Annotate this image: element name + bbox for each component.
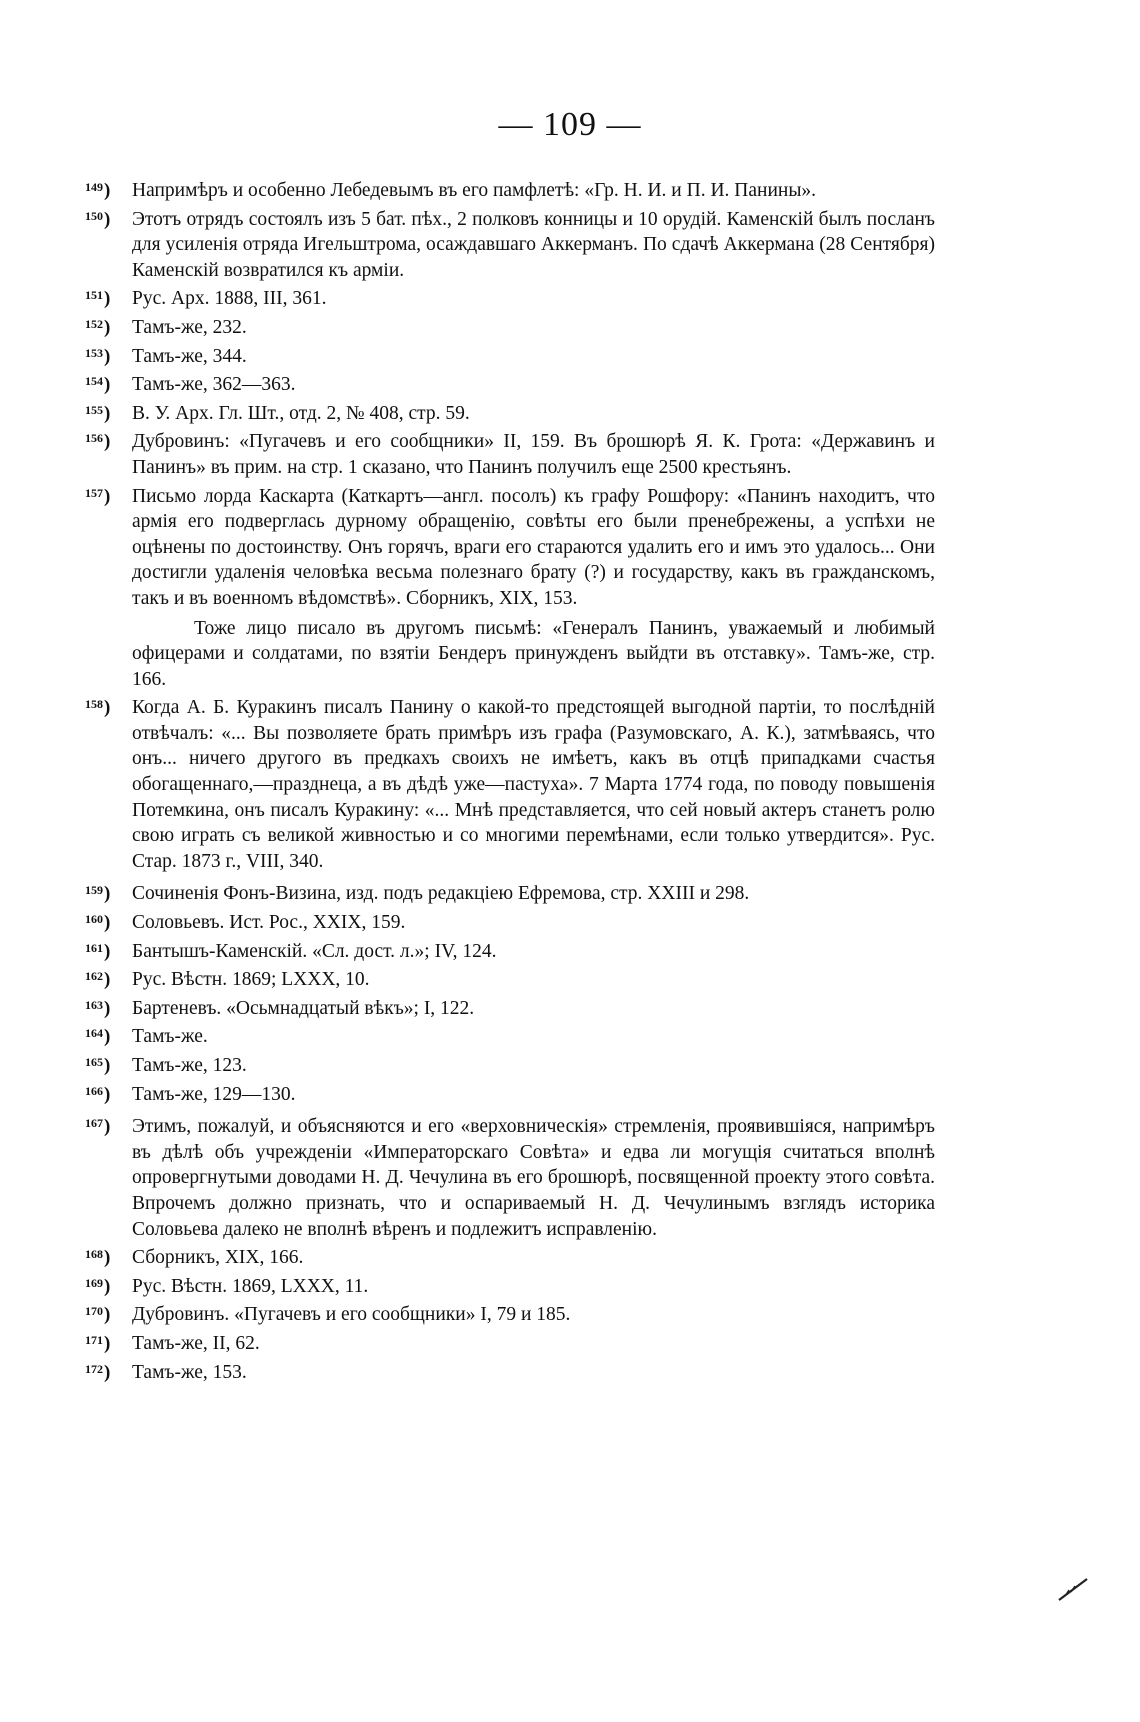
footnote-text: Рус. Вѣстн. 1869; LXXX, 10. bbox=[132, 969, 370, 991]
footnote bbox=[85, 207, 935, 284]
footnote-text: Сочиненія Фонъ-Визина, изд. подъ редакціею Ефремова, стр. XXIII и 298. bbox=[132, 883, 750, 905]
footnote-text: Тамъ-же. bbox=[132, 1026, 208, 1048]
footnote-number: 165 ) bbox=[85, 1048, 110, 1076]
footnote-text: Сборникъ, XIX, 166. bbox=[132, 1247, 304, 1269]
page-number: — 109 — bbox=[498, 106, 642, 143]
footnote-number: 160 ) bbox=[85, 905, 110, 933]
footnote-text: Когда А. Б. Куракинъ писалъ Панину о какой-то предстоящей выгодной партіи, то послѣдній отвѣчалъ: «... Вы позволяете брать примѣръ изъ графа (Разумовскаго, А. К.), затмѣваясь, что онъ... ничего другого въ предкахъ своихъ не имѣетъ, какъ въ отцѣ припадками счастья обогащеннаго,—празднеца, а въ дѣдѣ уже—пастуха». 7 Марта 1774 года, по поводу повышенія Потемкина, онъ писалъ Куракину: «... Мнѣ представляется, что сей новый актеръ станетъ ролю свою играть съ великой живностью и со многими перемѣнами, если только утвердится». Рус. Стар. 1873 г., VIII, 340. bbox=[132, 697, 935, 872]
footnote bbox=[85, 939, 935, 965]
footnote bbox=[85, 286, 935, 312]
footnote-number: 157 ) bbox=[85, 479, 110, 507]
footnote-number: 155 ) bbox=[85, 396, 110, 424]
footnote-number: 150 ) bbox=[85, 202, 110, 230]
footnote-number: 170 ) bbox=[85, 1297, 110, 1325]
footnote-text: Дубровинъ. «Пугачевъ и его сообщники» I, 79 и 185. bbox=[132, 1304, 571, 1326]
footnote-text: Тамъ-же, 129—130. bbox=[132, 1083, 296, 1105]
footnote bbox=[85, 484, 935, 693]
footnote-number: 154 ) bbox=[85, 367, 110, 395]
footnote bbox=[85, 881, 935, 907]
footnote-number: 171 ) bbox=[85, 1326, 110, 1354]
footnote-number: 151 ) bbox=[85, 281, 110, 309]
footnote-text: Тамъ-же, 232. bbox=[132, 316, 247, 338]
footnote-number: 159 ) bbox=[85, 876, 110, 904]
footnote bbox=[85, 695, 935, 874]
footnote-number: 153 ) bbox=[85, 339, 110, 367]
footnote-continuation: Тоже лицо писало въ другомъ письмѣ: «Генералъ Панинъ, уважаемый и любимый офицерами и солдатами, по взятіи Бендеръ принужденъ выйдти въ отставку». Тамъ-же, стр. 166. bbox=[132, 617, 935, 690]
footnote-text: В. У. Арх. Гл. Шт., отд. 2, № 408, стр. 59. bbox=[132, 402, 470, 424]
footnote bbox=[85, 1302, 935, 1328]
footnote-number: 149 ) bbox=[85, 173, 110, 201]
footnote-number: 158 ) bbox=[85, 690, 110, 718]
footnote bbox=[85, 996, 935, 1022]
footnote bbox=[85, 1331, 935, 1357]
footnote-number: 168 ) bbox=[85, 1240, 110, 1268]
footnote-text: Тамъ-же, 153. bbox=[132, 1361, 247, 1383]
footnote bbox=[85, 372, 935, 398]
footnote-number: 169 ) bbox=[85, 1269, 110, 1297]
footnote bbox=[85, 1274, 935, 1300]
footnote bbox=[85, 1053, 935, 1079]
footnote bbox=[85, 1114, 935, 1242]
footnote bbox=[85, 1082, 935, 1108]
footnote-text: Тамъ-же, 123. bbox=[132, 1055, 247, 1076]
footnote bbox=[85, 1245, 935, 1271]
footnote-number: 161 ) bbox=[85, 934, 110, 962]
footnote-text: Этотъ отрядъ состоялъ изъ 5 бат. пѣх., 2 полковъ конницы и 10 орудій. Каменскій былъ посланъ для усиленія отряда Игельштрома, осаждавшаго Аккерманъ. По сдачѣ Аккермана (28 Сентября) Каменскій возвратился къ арміи. bbox=[132, 208, 935, 281]
footnote bbox=[85, 910, 935, 936]
footnote-number: 163 ) bbox=[85, 991, 110, 1019]
footnote-number: 164 ) bbox=[85, 1019, 110, 1047]
footnote-text: Рус. Вѣстн. 1869, LXXX, 11. bbox=[132, 1275, 369, 1297]
footnote-number: 172 ) bbox=[85, 1355, 110, 1383]
footnote-text: Рус. Арх. 1888, III, 361. bbox=[132, 288, 327, 310]
footnote-text: Тамъ-же, 344. bbox=[132, 345, 247, 367]
footnote bbox=[85, 315, 935, 341]
footnote-number: 152 ) bbox=[85, 310, 110, 338]
footnote bbox=[85, 1360, 935, 1386]
footnote-text: Тамъ-же, II, 62. bbox=[132, 1332, 260, 1354]
footnote-text: Бантышъ-Каменскій. «Сл. дост. л.»; IV, 124. bbox=[132, 940, 497, 962]
footnote bbox=[85, 429, 935, 480]
footnote-number: 166 ) bbox=[85, 1077, 110, 1105]
footnote bbox=[85, 1024, 935, 1050]
footnote bbox=[85, 401, 935, 427]
footnote-number: 156 ) bbox=[85, 424, 110, 452]
footnote-number: 162 ) bbox=[85, 962, 110, 990]
footnote-number: 167 ) bbox=[85, 1109, 110, 1137]
footnote-text: Напримѣръ и особенно Лебедевымъ въ его памфлетѣ: «Гр. Н. И. и П. И. Панины». bbox=[132, 180, 817, 201]
footnote-text: Соловьевъ. Ист. Рос., XXIX, 159. bbox=[132, 912, 406, 934]
footnote bbox=[85, 967, 935, 993]
footnote-text: Письмо лорда Каскарта (Каткартъ—англ. посолъ) къ графу Рошфору: «Панинъ находитъ, что армія его подверглась дурному обращенію, совѣты его были пренебрежены, а успѣхи не оцѣнены по достоинству. Онъ горячъ, враги его стараются удалить его и имъ это удалось... Они достигли удаленія человѣка весьма полезнаго брату (?) и государству, какъ въ гражданскомъ, такъ и въ военномъ вѣдомствѣ». Сборникъ, XIX, 153. bbox=[132, 485, 935, 609]
footnote-text: Дубровинъ: «Пугачевъ и его сообщники» II, 159. Въ брошюрѣ Я. К. Грота: «Державинъ и Панинъ» въ прим. на стр. 1 сказано, что Панинъ получилъ еще 2500 крестьянъ. bbox=[132, 431, 935, 478]
footnote-text: Бартеневъ. «Осьмнадцатый вѣкъ»; I, 122. bbox=[132, 997, 475, 1019]
footnotes-list bbox=[85, 178, 935, 1388]
footnote-text: Этимъ, пожалуй, и объясняются и его «верховническія» стремленія, проявившіяся, напримѣръ въ дѣлѣ объ учрежденіи «Императорскаго Совѣта» и едва ли могущія считаться вполнѣ опровергнутыми доводами Н. Д. Чечулина въ его брошюрѣ, посвященной проекту этого совѣта. Впрочемъ должно признать, что и оспариваемый Н. Д. Чечулинымъ взглядъ историка Соловьева далеко не вполнѣ вѣренъ и подлежитъ исправленію. bbox=[132, 1116, 935, 1240]
pen-mark-icon bbox=[1057, 1576, 1089, 1602]
footnote bbox=[85, 178, 935, 204]
footnote-text: Тамъ-же, 362—363. bbox=[132, 374, 296, 396]
footnote bbox=[85, 344, 935, 370]
